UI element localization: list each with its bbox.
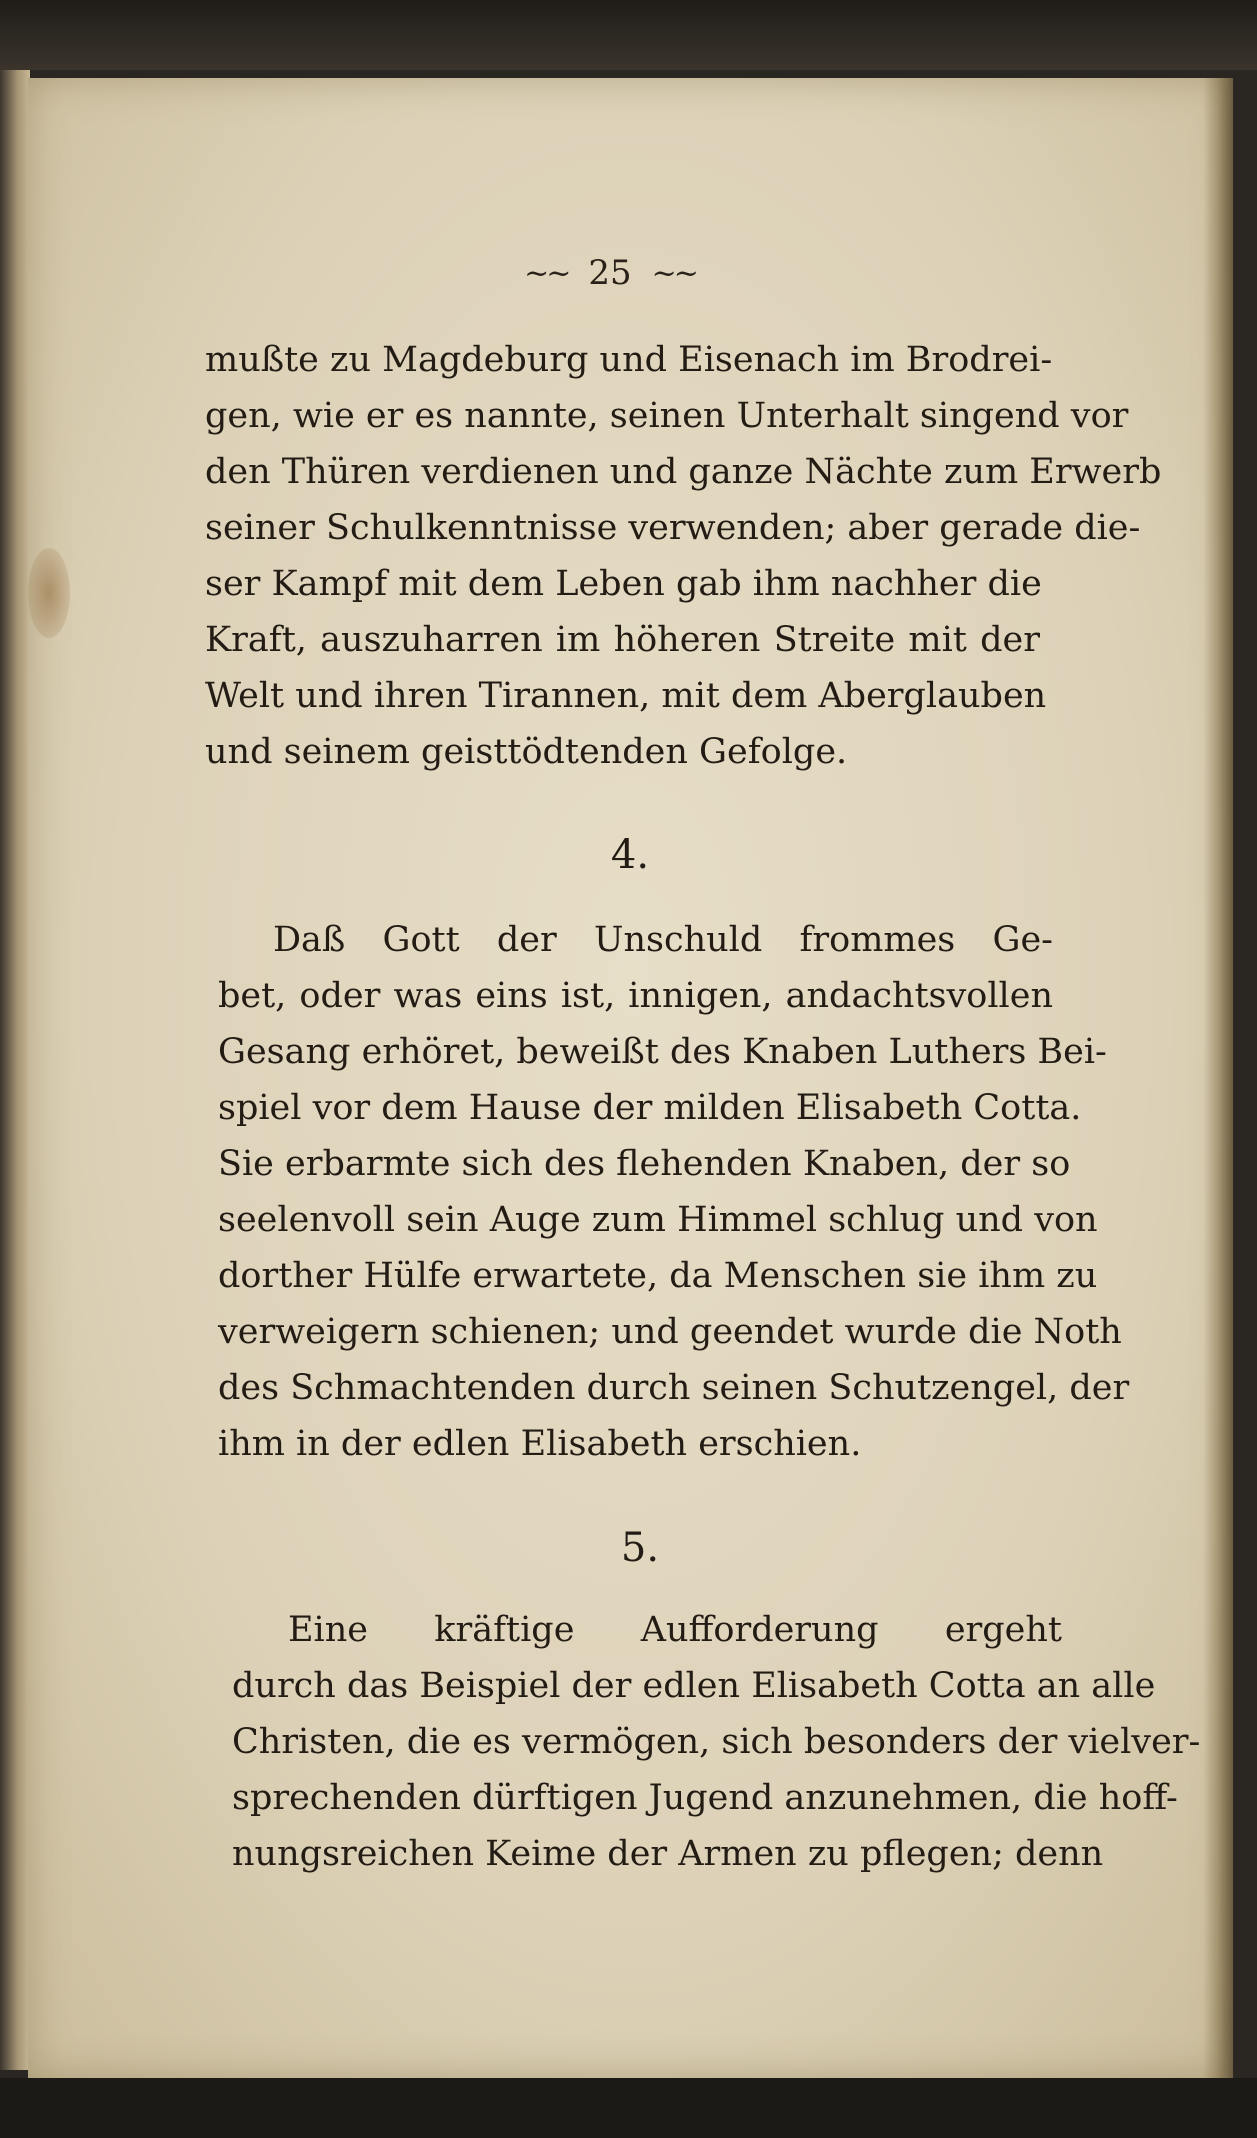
- ornament-left: ~~: [524, 255, 569, 291]
- text-line: nungsreichen Keime der Armen zu pflegen; denn: [232, 1834, 1104, 1874]
- text-line: seiner Schulkenntnisse verwenden; aber gerade die-: [205, 508, 1141, 548]
- text-line: verweigern schienen; und geendet wurde die Noth: [218, 1312, 1122, 1352]
- text-line: Kraft, auszuharren im höheren Streite mit der: [205, 620, 1040, 660]
- text-line: seelenvoll sein Auge zum Himmel schlug und von: [218, 1200, 1098, 1240]
- page-header: [460, 248, 760, 298]
- text-line: Eine kräftige Aufforderung ergeht: [288, 1610, 1062, 1650]
- scan-top-border: [0, 0, 1257, 70]
- text-line: den Thüren verdienen und ganze Nächte zum Erwerb: [205, 452, 1162, 492]
- book-gutter: [0, 70, 30, 2070]
- text-line: mußte zu Magdeburg und Eisenach im Brodrei-: [205, 340, 1053, 380]
- page-number: 25: [588, 253, 632, 293]
- text-line: Christen, die es vermögen, sich besonders der vielver-: [232, 1722, 1201, 1762]
- text-line: sprechenden dürftigen Jugend anzunehmen, die hoff-: [232, 1778, 1178, 1818]
- section-number-5: 5.: [620, 1525, 660, 1571]
- text-line: dorther Hülfe erwartete, da Menschen sie ihm zu: [218, 1256, 1098, 1296]
- paper-stain: [28, 548, 70, 638]
- text-line: Gesang erhöret, beweißt des Knaben Luthers Bei-: [218, 1032, 1107, 1072]
- section-5-paragraph: [232, 1602, 1201, 1882]
- text-line: bet, oder was eins ist, innigen, andachtsvollen: [218, 976, 1053, 1016]
- text-line: ser Kampf mit dem Leben gab ihm nachher die: [205, 564, 1042, 604]
- text-line: des Schmachtenden durch seinen Schutzengel, der: [218, 1368, 1130, 1408]
- page-edge-shadow: [1203, 78, 1233, 2078]
- paragraph-continued: [205, 332, 1162, 780]
- text-line: und seinem geisttödtenden Gefolge.: [205, 732, 848, 772]
- text-line: Daß Gott der Unschuld frommes Ge-: [273, 920, 1053, 960]
- text-line: durch das Beispiel der edlen Elisabeth Cotta an alle: [232, 1666, 1156, 1706]
- ornament-right: ~~: [651, 255, 696, 291]
- section-4-paragraph: [218, 912, 1130, 1472]
- text-line: ihm in der edlen Elisabeth erschien.: [218, 1424, 862, 1464]
- text-line: gen, wie er es nannte, seinen Unterhalt singend vor: [205, 396, 1129, 436]
- section-number-4: 4.: [610, 832, 650, 878]
- text-line: spiel vor dem Hause der milden Elisabeth Cotta.: [218, 1088, 1082, 1128]
- text-line: Sie erbarmte sich des flehenden Knaben, der so: [218, 1144, 1071, 1184]
- text-line: Welt und ihren Tirannen, mit dem Aberglauben: [205, 676, 1047, 716]
- scan-bottom-border: [0, 2078, 1257, 2138]
